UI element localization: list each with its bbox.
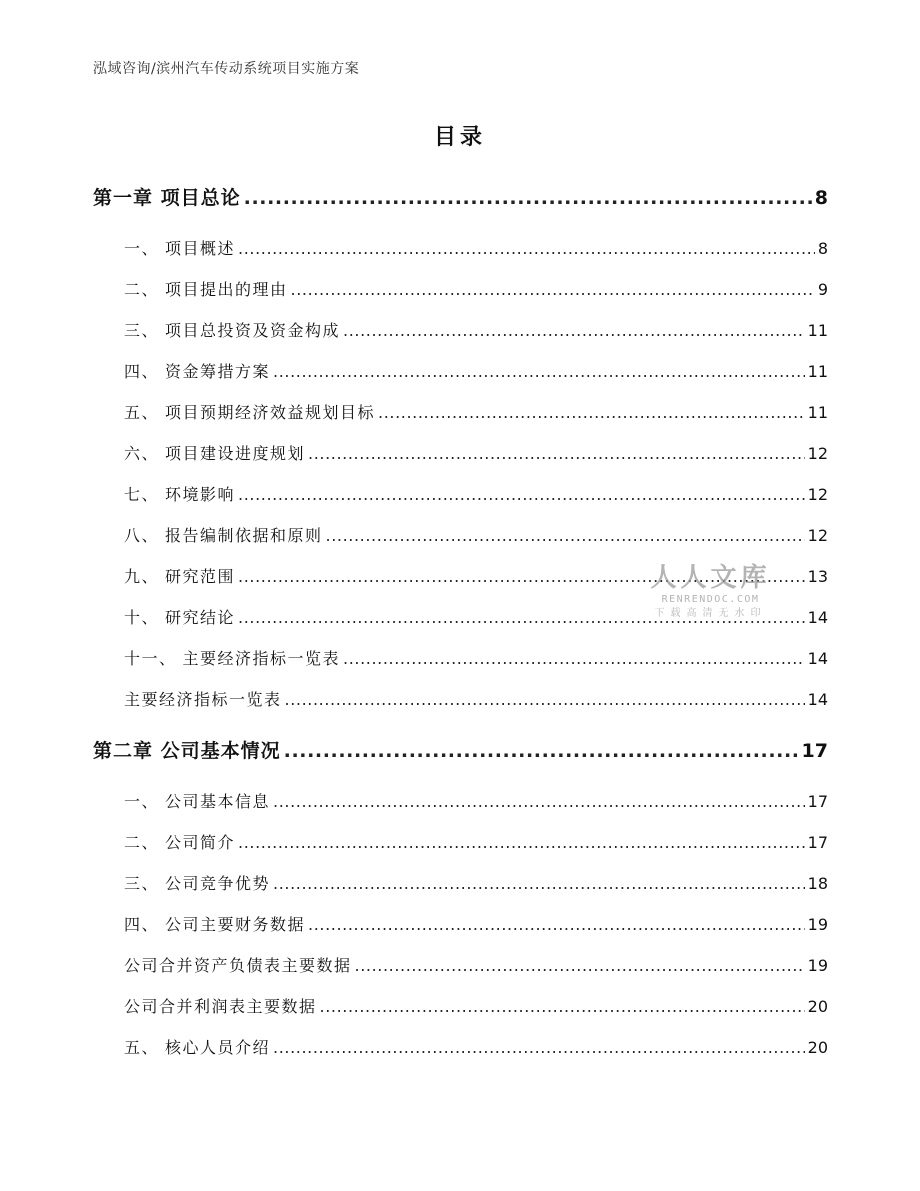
toc-item[interactable] <box>124 789 828 812</box>
toc-item-number: 一、 <box>124 792 160 811</box>
dot-leader <box>320 997 805 1016</box>
toc-item-label: 研究范围 <box>165 567 236 586</box>
dot-leader <box>238 239 815 258</box>
toc-page-number: 17 <box>807 792 828 811</box>
dot-leader <box>273 362 805 381</box>
toc-item[interactable] <box>124 646 828 669</box>
toc-item[interactable] <box>124 482 828 505</box>
toc-item-label: 主要经济指标一览表 <box>124 690 282 709</box>
toc-page-number: 8 <box>817 239 828 258</box>
toc-item-number: 六、 <box>124 444 160 463</box>
toc-page-number: 20 <box>807 997 828 1016</box>
toc-page-number: 18 <box>807 874 828 893</box>
toc-item-number: 三、 <box>124 321 160 340</box>
toc-item-number: 八、 <box>124 526 160 545</box>
dot-leader <box>273 874 805 893</box>
toc-item[interactable] <box>124 830 828 853</box>
toc-item-number: 三、 <box>124 874 160 893</box>
toc-item-number: 一、 <box>124 239 160 258</box>
toc-item[interactable] <box>124 318 828 341</box>
toc-item-label: 项目提出的理由 <box>165 280 288 299</box>
toc-item-label: 项目预期经济效益规划目标 <box>165 403 376 422</box>
toc-page-number: 9 <box>817 280 828 299</box>
toc-page-number: 11 <box>807 403 828 422</box>
dot-leader <box>238 485 805 504</box>
toc-item[interactable] <box>124 400 828 423</box>
toc-chapter-label: 第一章 项目总论 <box>93 187 241 209</box>
toc-item-label: 核心人员介绍 <box>165 1038 271 1057</box>
toc-page-number: 19 <box>807 956 828 975</box>
toc-page-number: 20 <box>807 1038 828 1057</box>
toc-item-label: 报告编制依据和原则 <box>165 526 323 545</box>
toc-page-number: 11 <box>807 362 828 381</box>
toc-chapter-1[interactable] <box>93 183 828 210</box>
toc-item-label: 公司竞争优势 <box>165 874 271 893</box>
toc-page-number: 14 <box>807 690 828 709</box>
toc-item-label: 公司主要财务数据 <box>165 915 306 934</box>
toc-item-label: 项目建设进度规划 <box>165 444 306 463</box>
toc-item[interactable] <box>124 912 828 935</box>
toc-page-number: 14 <box>807 649 828 668</box>
toc-item-number: 十一、 <box>124 649 177 668</box>
toc-item-number: 二、 <box>124 833 160 852</box>
toc-page-number: 19 <box>807 915 828 934</box>
toc-item-label: 公司合并资产负债表主要数据 <box>124 956 352 975</box>
toc-chapter-2[interactable] <box>93 736 828 763</box>
toc-item-number: 二、 <box>124 280 160 299</box>
toc-item-label: 项目总投资及资金构成 <box>165 321 341 340</box>
watermark-title: 人人文库 <box>650 563 771 593</box>
toc-item-label: 公司简介 <box>165 833 236 852</box>
toc-item-label: 公司合并利润表主要数据 <box>124 997 317 1016</box>
toc-item-number: 四、 <box>124 362 160 381</box>
watermark-tagline: 下载高清无水印 <box>654 608 767 619</box>
dot-leader <box>291 280 815 299</box>
watermark-url: RENRENDOC.COM <box>661 594 760 605</box>
toc-item-label: 项目概述 <box>165 239 236 258</box>
toc-chapter-label: 第二章 公司基本情况 <box>93 740 281 762</box>
dot-leader <box>285 690 805 709</box>
toc-page-number: 11 <box>807 321 828 340</box>
toc-item-number: 十、 <box>124 608 160 627</box>
toc-page-number: 12 <box>807 444 828 463</box>
toc-page-number: 17 <box>801 740 828 762</box>
watermark-logo <box>643 563 778 621</box>
dot-leader <box>343 321 805 340</box>
toc-page-number: 17 <box>807 833 828 852</box>
dot-leader <box>273 792 805 811</box>
toc-page-number: 8 <box>814 187 828 209</box>
toc-table-item[interactable] <box>124 953 828 976</box>
toc-item-number: 九、 <box>124 567 160 586</box>
toc-page-number: 13 <box>807 567 828 586</box>
toc-page-number: 12 <box>807 526 828 545</box>
toc-table-item[interactable] <box>124 994 828 1017</box>
dot-leader <box>355 956 805 975</box>
dot-leader <box>308 915 805 934</box>
dot-leader <box>308 444 805 463</box>
dot-leader <box>343 649 805 668</box>
toc-item-number: 四、 <box>124 915 160 934</box>
toc-item[interactable] <box>124 1035 828 1058</box>
toc-item-number: 五、 <box>124 403 160 422</box>
toc-item-label: 研究结论 <box>165 608 236 627</box>
dot-leader <box>326 526 805 545</box>
toc-item-label: 公司基本信息 <box>165 792 271 811</box>
toc-page-number: 14 <box>807 608 828 627</box>
dot-leader <box>284 740 799 762</box>
toc-item[interactable] <box>124 277 828 300</box>
toc-item[interactable] <box>124 359 828 382</box>
dot-leader <box>238 833 805 852</box>
toc-item-label: 资金筹措方案 <box>165 362 271 381</box>
toc-item[interactable] <box>124 871 828 894</box>
dot-leader <box>244 187 812 209</box>
toc-item[interactable] <box>124 523 828 546</box>
page-title: 目录 <box>433 125 486 150</box>
page-header: 泓域咨询/滨州汽车传动系统项目实施方案 <box>93 61 360 77</box>
toc-item[interactable] <box>124 441 828 464</box>
toc-page-number: 12 <box>807 485 828 504</box>
dot-leader <box>273 1038 805 1057</box>
dot-leader <box>378 403 805 422</box>
toc-item-number: 七、 <box>124 485 160 504</box>
toc-item-label: 主要经济指标一览表 <box>182 649 341 668</box>
toc-table-item[interactable] <box>124 687 828 710</box>
toc-item-label: 环境影响 <box>165 485 236 504</box>
toc-item[interactable] <box>124 236 828 259</box>
toc-item-number: 五、 <box>124 1038 160 1057</box>
